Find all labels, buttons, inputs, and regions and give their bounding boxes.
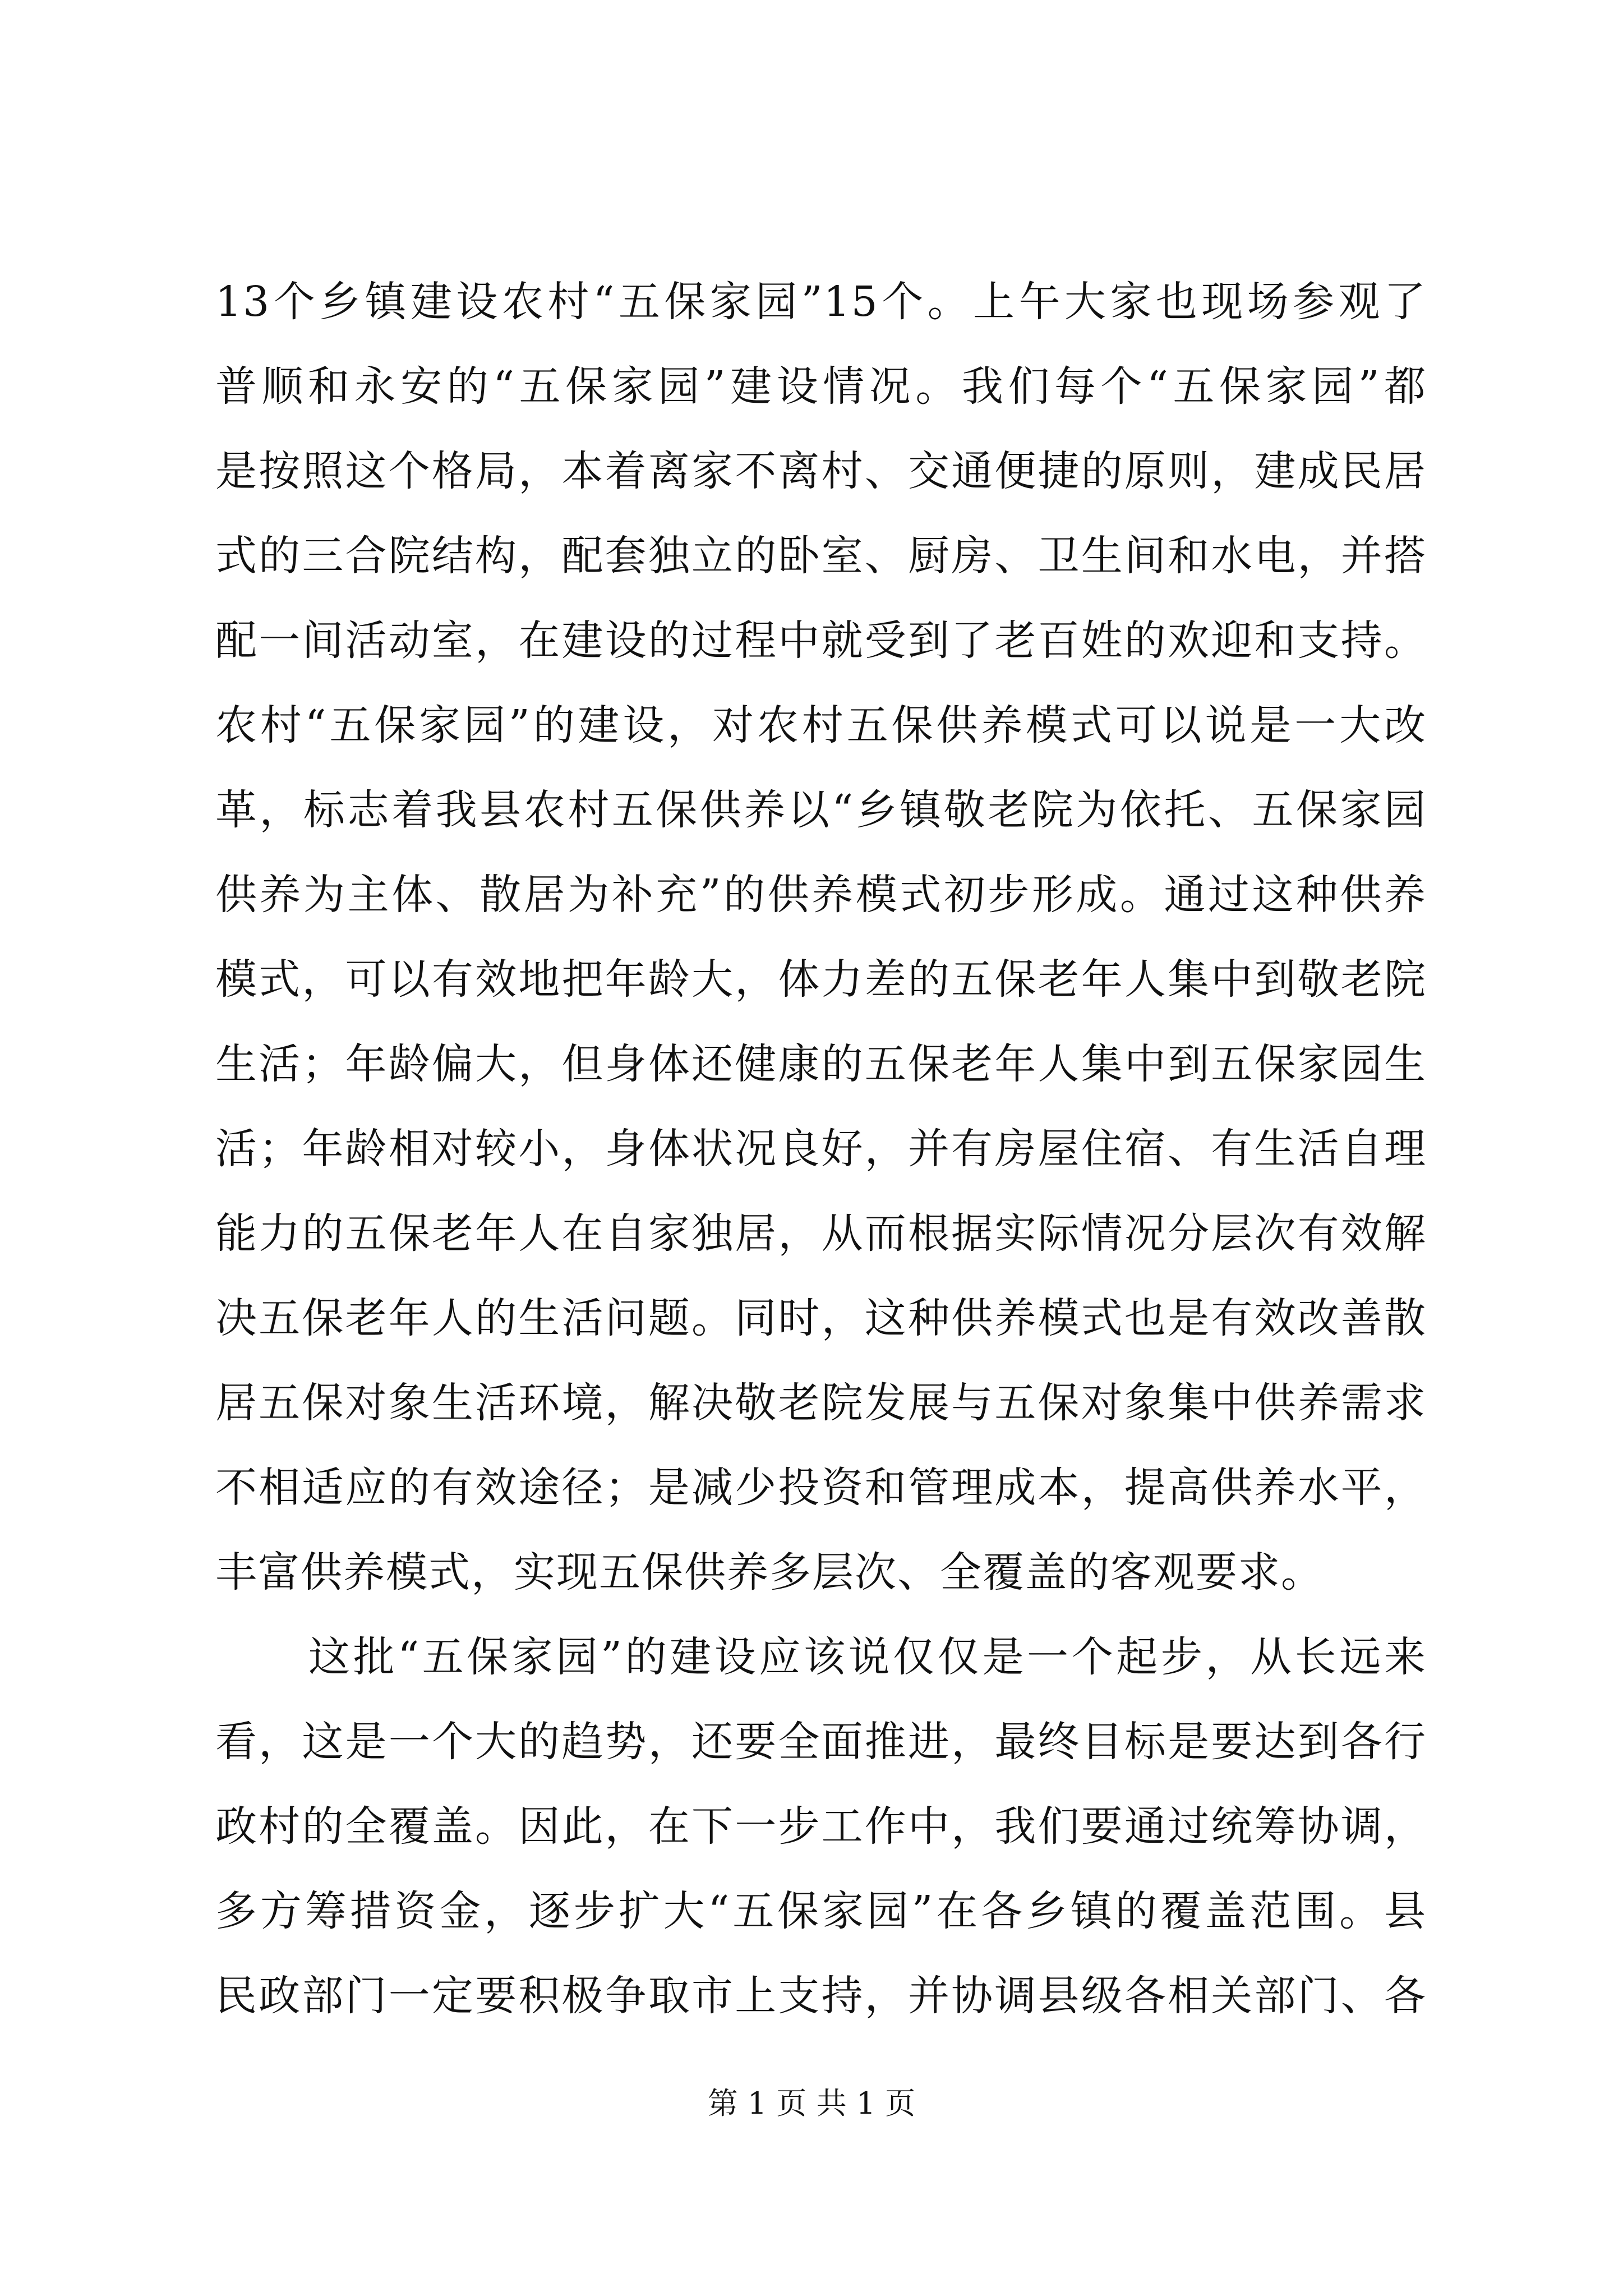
paragraph-1-line-5: 配一间活动室，在建设的过程中就受到了老百姓的欢迎和支持。 [215, 616, 1427, 665]
paragraph-1-line-16: 丰富供养模式，实现五保供养多层次、全覆盖的客观要求。 [215, 1548, 1324, 1596]
paragraph-1-line-14: 居五保对象生活环境，解决敬老院发展与五保对象集中供养需求 [215, 1379, 1427, 1427]
paragraph-1-line-6: 农村“五保家园”的建设，对农村五保供养模式可以说是一大改 [215, 701, 1427, 749]
paragraph-2-line-5: 民政部门一定要积极争取市上支持，并协调县级各相关部门、各 [215, 1972, 1427, 2020]
paragraph-1-line-9: 模式，可以有效地把年龄大，体力差的五保老年人集中到敬老院 [215, 955, 1427, 1004]
document-body [215, 260, 1427, 2039]
paragraph-1-line-3: 是按照这个格局，本着离家不离村、交通便捷的原则，建成民居 [215, 447, 1427, 495]
paragraph-1-line-11: 活；年龄相对较小，身体状况良好，并有房屋住宿、有生活自理 [215, 1125, 1427, 1173]
paragraph-1-line-13: 决五保老年人的生活问题。同时，这种供养模式也是有效改善散 [215, 1294, 1427, 1342]
paragraph-2-line-3: 政村的全覆盖。因此，在下一步工作中，我们要通过统筹协调， [215, 1802, 1427, 1851]
paragraph-1-line-1: 13个乡镇建设农村“五保家园”15个。上午大家也现场参观了 [215, 278, 1427, 326]
page-number-footer: 第 1 页 共 1 页 [707, 2086, 916, 2121]
paragraph-1-line-7: 革，标志着我县农村五保供养以“乡镇敬老院为依托、五保家园 [215, 786, 1427, 834]
paragraph-2-line-2: 看，这是一个大的趋势，还要全面推进，最终目标是要达到各行 [215, 1718, 1427, 1766]
paragraph-1-line-10: 生活；年龄偏大，但身体还健康的五保老年人集中到五保家园生 [215, 1040, 1427, 1088]
paragraph-1-line-8: 供养为主体、散居为补充”的供养模式初步形成。通过这种供养 [215, 871, 1427, 919]
paragraph-1-line-12: 能力的五保老年人在自家独居，从而根据实际情况分层次有效解 [215, 1209, 1427, 1258]
paragraph-1-line-15: 不相适应的有效途径；是减少投资和管理成本，提高供养水平， [215, 1464, 1427, 1512]
paragraph-2-line-4: 多方筹措资金，逐步扩大“五保家园”在各乡镇的覆盖范围。县 [215, 1887, 1427, 1935]
paragraph-2-line-1: 这批“五保家园”的建设应该说仅仅是一个起步，从长远来 [308, 1633, 1427, 1681]
paragraph-1-line-2: 普顺和永安的“五保家园”建设情况。我们每个“五保家园”都 [215, 362, 1427, 411]
paragraph-1-line-4: 式的三合院结构，配套独立的卧室、厨房、卫生间和水电，并搭 [215, 532, 1427, 580]
